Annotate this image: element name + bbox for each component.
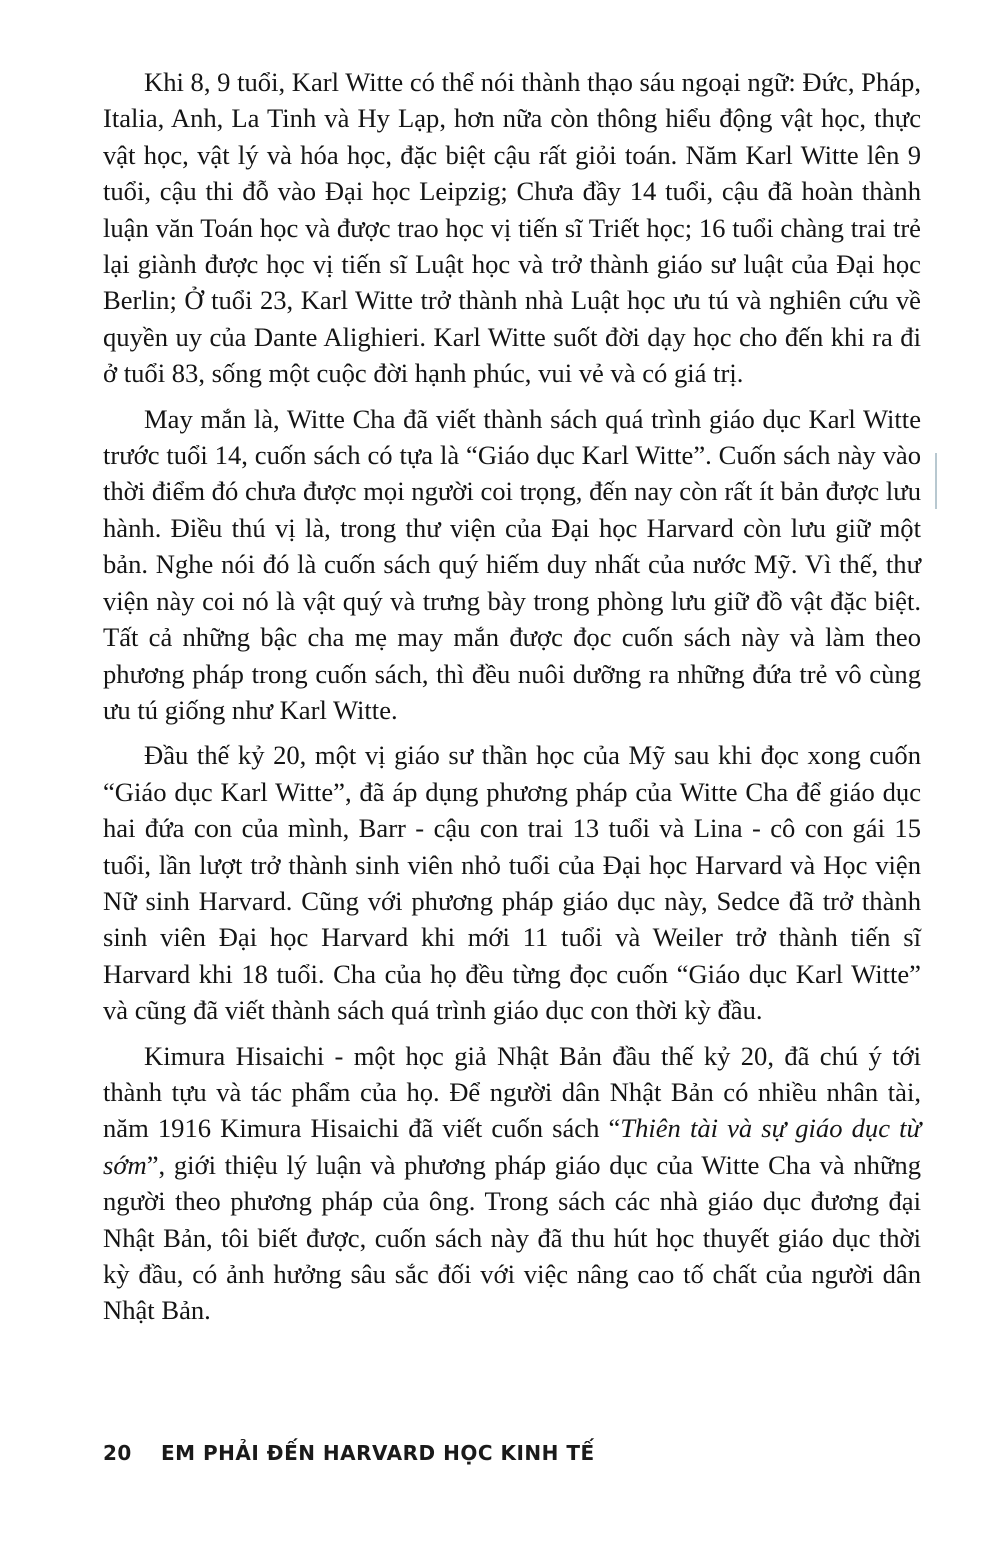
page-body [103, 64, 921, 1338]
book-title: EM PHẢI ĐẾN HARVARD HỌC KINH TẾ [161, 1441, 595, 1465]
paragraph-american-professor: Đầu thế kỷ 20, một vị giáo sư thần học của Mỹ sau khi đọc xong cuốn “Giáo dục Karl Witte”, đã áp dụng phương pháp của Witte Cha để giáo dục hai đứa con của mình, Barr - cậu con trai 13 tuổi và Lina - cô con gái 15 tuổi, lần lượt trở thành sinh viên nhỏ tuổi của Đại học Harvard và Học viện Nữ sinh Harvard. Cũng với phương pháp giáo dục này, Sedce đã trở thành sinh viên Đại học Harvard khi mới 11 tuổi và Weiler trở thành tiến sĩ Harvard khi 18 tuổi. Cha của họ đều từng đọc cuốn “Giáo dục Karl Witte” và cũng đã viết thành sách quá trình giáo dục con thời kỳ đầu. [103, 740, 921, 1026]
paragraph-karl-witte-childhood: Khi 8, 9 tuổi, Karl Witte có thể nói thành thạo sáu ngoại ngữ: Đức, Pháp, Italia, Anh, La Tinh và Hy Lạp, hơn nữa còn thông hiểu động vật học, thực vật học, vật lý và hóa học, đặc biệt cậu rất giỏi toán. Năm Karl Witte lên 9 tuổi, cậu thi đỗ vào Đại học Leipzig; Chưa đầy 14 tuổi, cậu đã hoàn thành luận văn Toán học và được trao học vị tiến sĩ Triết học; 16 tuổi chàng trai trẻ lại giành được học vị tiến sĩ Luật học và trở thành giáo sư luật của Đại học Berlin; Ở tuổi 23, Karl Witte trở thành nhà Luật học ưu tú và nghiên cứu về quyền uy của Dante Alighieri. Karl Witte suốt đời dạy học cho đến khi ra đi ở tuổi 83, sống một cuộc đời hạnh phúc, vui vẻ và có giá trị. [103, 67, 921, 389]
margin-mark [935, 453, 937, 509]
paragraph-witte-book: May mắn là, Witte Cha đã viết thành sách quá trình giáo dục Karl Witte trước tuổi 14, cuốn sách có tựa là “Giáo dục Karl Witte”. Cuốn sách này vào thời điểm đó chưa được mọi người coi trọng, đến nay còn rất ít bản được lưu hành. Điều thú vị là, trong thư viện của Đại học Harvard còn lưu giữ một bản. Nghe nói đó là cuốn sách quý hiếm duy nhất của nước Mỹ. Vì thế, thư viện này coi nó là vật quý và trưng bày trong phòng lưu giữ đồ vật đặc biệt. Tất cả những bậc cha mẹ may mắn được đọc cuốn sách này và làm theo phương pháp trong cuốn sách, thì đều nuôi dưỡng ra những đứa trẻ vô cùng ưu tú giống như Karl Witte. [103, 403, 921, 725]
running-footer [103, 1441, 595, 1465]
book-title-italic: Thiên tài và sự giáo dục từ sớm [103, 1113, 921, 1180]
paragraph-text-after-title: ”, giới thiệu lý luận và phương pháp giáo dục của Witte Cha và những người theo phương pháp của ông. Trong sách các nhà giáo dục đương đại Nhật Bản, tôi biết được, cuốn sách này đã thu hút học thuyết giáo dục thời kỳ đầu, có ảnh hưởng sâu sắc đối với việc nâng cao tố chất của người dân Nhật Bản. [103, 1149, 921, 1326]
page-number: 20 [103, 1441, 132, 1465]
paragraph-kimura-hisaichi [103, 1038, 921, 1329]
paragraph-text-before-title: Kimura Hisaichi - một học giả Nhật Bản đầu thế kỷ 20, đã chú ý tới thành tựu và tác phẩm của họ. Để người dân Nhật Bản có nhiều nhân tài, năm 1916 Kimura Hisaichi đã viết cuốn sách “ [103, 1040, 921, 1144]
